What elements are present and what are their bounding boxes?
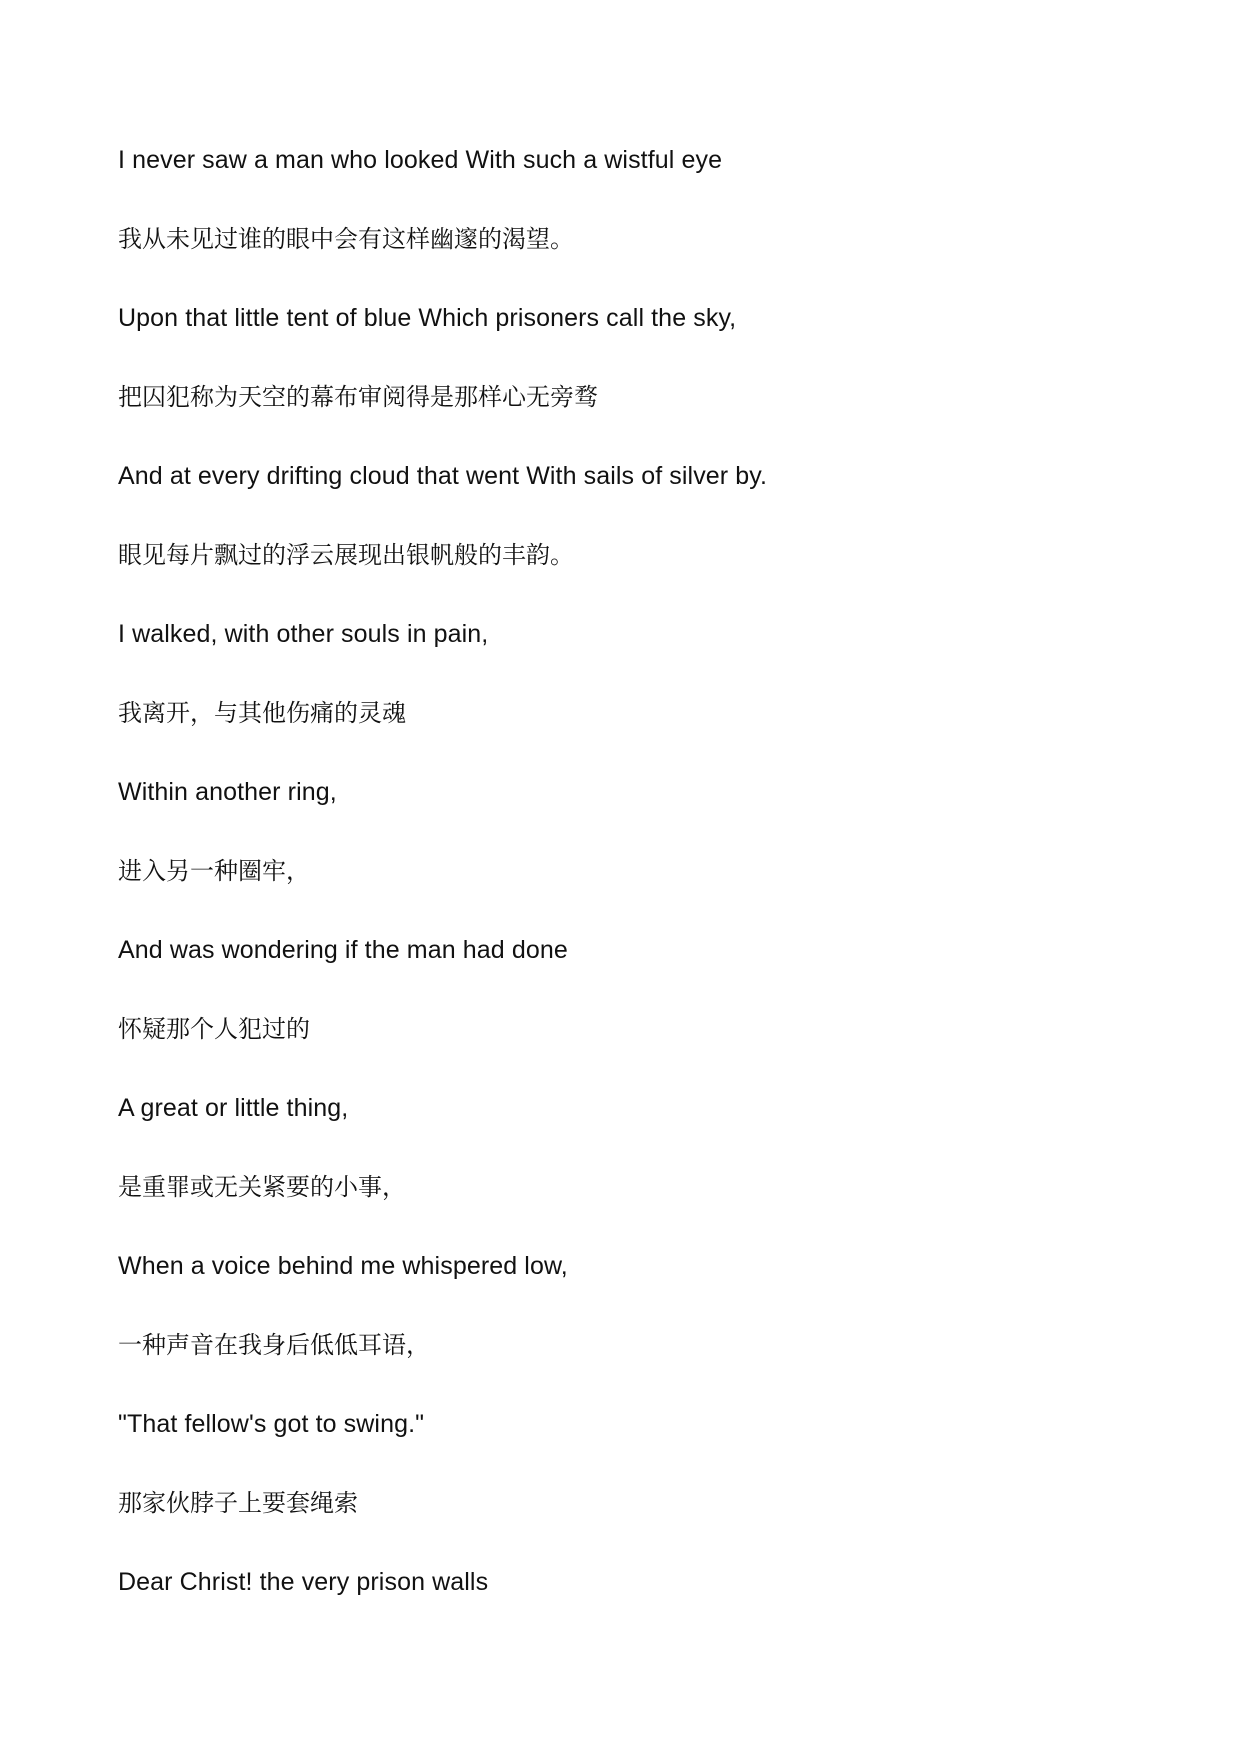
poem-line-english: "That fellow's got to swing." xyxy=(118,1410,425,1438)
poem-line-english: Upon that little tent of blue Which prisoners call the sky, xyxy=(118,304,737,332)
poem-line-english: When a voice behind me whispered low, xyxy=(118,1252,568,1280)
poem-line-english: Dear Christ! the very prison walls xyxy=(118,1568,489,1596)
poem-line-chinese: 一种声音在我身后低低耳语， xyxy=(118,1331,430,1359)
poem-line-english: I never saw a man who looked With such a wistful eye xyxy=(118,146,723,174)
poem-line-english: And was wondering if the man had done xyxy=(118,936,568,964)
poem-line-chinese: 我从未见过谁的眼中会有这样幽邃的渴望。 xyxy=(118,225,574,253)
poem-line-chinese: 眼见每片飘过的浮云展现出银帆般的丰韵。 xyxy=(118,541,574,569)
poem-line-english: And at every drifting cloud that went With sails of silver by. xyxy=(118,462,768,490)
poem-line-english: I walked, with other souls in pain, xyxy=(118,620,489,648)
poem-line-chinese: 是重罪或无关紧要的小事， xyxy=(118,1173,406,1201)
poem-line-chinese: 我离开，与其他伤痛的灵魂 xyxy=(118,699,406,727)
poem-line-english: Within another ring, xyxy=(118,778,337,806)
poem-line-chinese: 进入另一种圈牢， xyxy=(118,857,310,885)
poem-line-english: A great or little thing, xyxy=(118,1094,349,1122)
poem-line-chinese: 怀疑那个人犯过的 xyxy=(118,1015,310,1043)
poem-text xyxy=(118,138,1138,1639)
poem-line-chinese: 那家伙脖子上要套绳索 xyxy=(118,1489,358,1517)
poem-line-chinese: 把囚犯称为天空的幕布审阅得是那样心无旁骛 xyxy=(118,383,598,411)
